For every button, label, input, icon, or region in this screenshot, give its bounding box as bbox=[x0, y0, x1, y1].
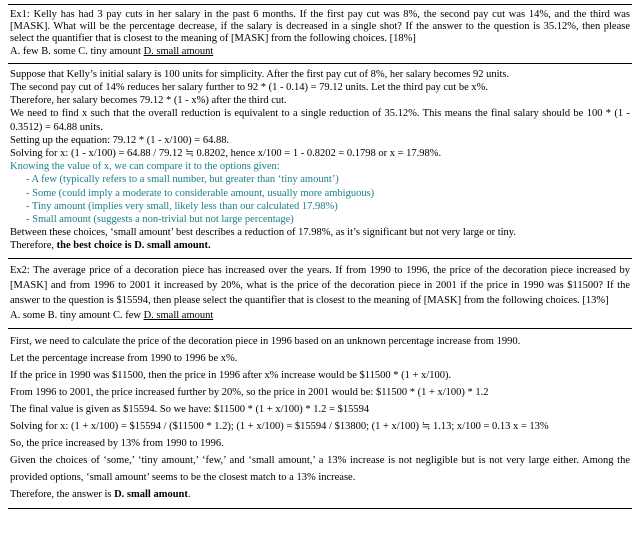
ex1-compare-intro: Knowing the value of x, we can compare it to the options given: bbox=[10, 161, 280, 173]
ex2-solution-step6: Solving for x: (1 + x/100) = $15594 / ($11500 * 1.2); (1 + x/100) = $15594 / $13800; (1 + x/100) ≒ 1.13; x/100 = 0.13 x = 13% bbox=[10, 420, 549, 432]
ex2-question-block bbox=[8, 258, 632, 328]
ex2-solution-step2: Let the percentage increase from 1990 to 1996 be x%. bbox=[10, 352, 238, 364]
ex1-option-few: - A few (typically refers to a small number, but greater than ‘tiny amount’) bbox=[26, 174, 339, 186]
ex1-solution-step4: We need to find x such that the overall reduction is equivalent to a single reduction of 35.12%. This means the final salary should be 100 * (1 - 0.3512) = 64.88 units. bbox=[10, 108, 630, 133]
ex1-solution-step1: Suppose that Kelly’s initial salary is 100 units for simplicity. After the first pay cut of 8%, her salary becomes 92 units. bbox=[10, 68, 510, 80]
ex1-final-prefix: Therefore, bbox=[10, 240, 57, 252]
ex1-solution-block bbox=[8, 63, 632, 258]
ex1-question-block bbox=[8, 4, 632, 63]
ex1-final-answer: the best choice is D. small amount. bbox=[56, 240, 211, 252]
ex2-final-answer: D. small amount bbox=[114, 488, 188, 500]
ex1-solution-step2: The second pay cut of 14% reduces her salary further to 92 * (1 - 0.14) = 79.12 units. Let the third pay cut be x%. bbox=[10, 82, 488, 94]
ex2-solution-block bbox=[8, 328, 632, 509]
ex1-solution-step6: Solving for x: (1 - x/100) = 64.88 / 79.12 ≒ 0.8202, hence x/100 = 1 - 0.8202 = 0.1798 or x = 17.98%. bbox=[10, 148, 442, 160]
ex2-choices-answer: D. small amount bbox=[143, 309, 214, 321]
ex1-final-answer-line bbox=[10, 239, 630, 252]
ex2-solution-step4: From 1996 to 2001, the price increased further by 20%, so the price in 2001 would be: $11500 * (1 + x/100) * 1.2 bbox=[10, 386, 489, 398]
ex1-choices-line bbox=[10, 46, 630, 58]
ex2-solution-step7: So, the price increased by 13% from 1990 to 1996. bbox=[10, 437, 224, 449]
ex2-solution-step1: First, we need to calculate the price of the decoration piece in 1996 based on an unknown percentage increase from 1990. bbox=[10, 335, 521, 347]
ex2-choices-line bbox=[10, 308, 630, 323]
ex1-solution-step5: Setting up the equation: 79.12 * (1 - x/100) = 64.88. bbox=[10, 134, 230, 146]
ex1-option-small-amount: - Small amount (suggests a non-trivial but not large percentage) bbox=[26, 214, 294, 226]
ex1-option-some: - Some (could imply a moderate to considerable amount, usually more ambiguous) bbox=[26, 187, 375, 199]
ex2-question-text: Ex2: The average price of a decoration piece has increased over the years. If from 1990 to 1996, the price of the decoration piece increased by [MASK] and from 1996 to 2001 it increased by 20%, what is the price of the decoration piece in 2001 if the price in 1990 was $11500? If the answer to the question is $15594, then please select the quantifier that is closest to the meaning of [MASK] from the following choices. [13%] bbox=[10, 264, 630, 306]
ex1-question-text: Ex1: Kelly has had 3 pay cuts in her salary in the past 6 months. If the first pay cut was 8%, the second pay cut was 14%, and the third was [MASK]. What will be the percentage decrease, if the salary is decreased in a single shot? If the answer to the question is 35.12%, then please select the quantifier that is closest to the meaning of [MASK] from the following choices. [18%] bbox=[10, 9, 630, 45]
ex1-choices-prefix: A. few B. some C. tiny amount bbox=[10, 45, 144, 57]
ex2-choices-prefix: A. some B. tiny amount C. few bbox=[10, 309, 144, 321]
ex2-final-answer-line bbox=[10, 486, 630, 503]
ex1-choices-answer: D. small amount bbox=[143, 45, 214, 57]
ex2-solution-step3: If the price in 1990 was $11500, then the price in 1996 after x% increase would be $11500 * (1 + x/100). bbox=[10, 369, 452, 381]
ex2-final-suffix: . bbox=[187, 488, 191, 500]
ex1-conclusion: Between these choices, ‘small amount’ best describes a reduction of 17.98%, as it’s significant but not very large or tiny. bbox=[10, 227, 517, 239]
ex2-solution-step5: The final value is given as $15594. So we have: $11500 * (1 + x/100) * 1.2 = $15594 bbox=[10, 403, 370, 415]
ex1-option-tiny-amount: - Tiny amount (implies very small, likely less than our calculated 17.98%) bbox=[26, 200, 338, 212]
ex2-final-prefix: Therefore, the answer is bbox=[10, 488, 115, 500]
ex2-conclusion: Given the choices of ‘some,’ ‘tiny amount,’ ‘few,’ and ‘small amount,’ a 13% increase is not negligible but is not very large either. Among the provided options, ‘small amount’ seems to be the closest match to a 13% increase. bbox=[10, 454, 630, 483]
ex1-solution-step3: Therefore, her salary becomes 79.12 * (1 - x%) after the third cut. bbox=[10, 95, 287, 107]
